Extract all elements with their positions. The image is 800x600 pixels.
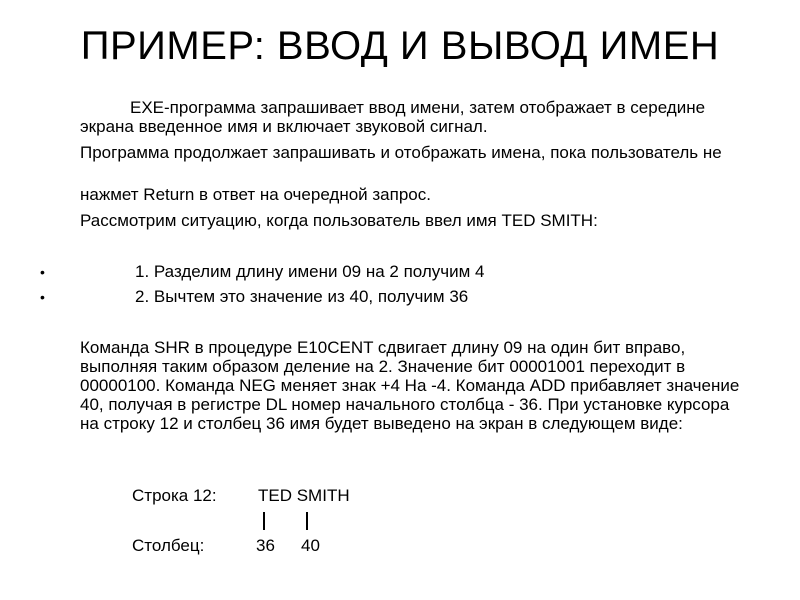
column-end-value: 40 — [301, 536, 320, 555]
intro-paragraph-4: Рассмотрим ситуацию, когда пользователь ввел имя TED SMITH: — [80, 211, 598, 230]
bullet-text-1: 1. Разделим длину имени 09 на 2 получим 4 — [135, 262, 485, 281]
row-label: Строка 12: — [132, 486, 217, 505]
column-start-value: 36 — [256, 536, 275, 555]
bullet-icon: • — [40, 289, 45, 305]
column-label: Столбец: — [132, 536, 205, 555]
column-marker-end — [306, 512, 308, 530]
explanation-paragraph: Команда SHR в процедуре E10CENT сдвигает длину 09 на один бит вправо, выполняя таким образом деление на 2. Значение бит 00001001 переходит в 00000100. Команда NEG меняет знак +4 На -4. Команда ADD прибавляет значение 40, получая в регистре DL номер начального столбца - 36. При установке курсора на строку 12 и столбец 36 имя будет выведено на экран в следующем виде: — [80, 338, 740, 433]
column-marker-start — [263, 512, 265, 530]
bullet-icon: • — [40, 264, 45, 280]
intro-paragraph-3: нажмет Return в ответ на очередной запрос. — [80, 185, 431, 204]
bullet-text-2: 2. Вычтем это значение из 40, получим 36 — [135, 287, 469, 306]
intro-paragraph-1: EXE-программа запрашивает ввод имени, затем отображает в середине экрана введенное имя и включает звуковой сигнал. — [80, 98, 706, 136]
slide-title: ПРИМЕР: ВВОД И ВЫВОД ИМЕН — [80, 24, 720, 68]
intro-paragraph-2: Программа продолжает запрашивать и отображать имена, пока пользователь не — [80, 143, 722, 162]
output-name: TED SMITH — [258, 486, 350, 505]
